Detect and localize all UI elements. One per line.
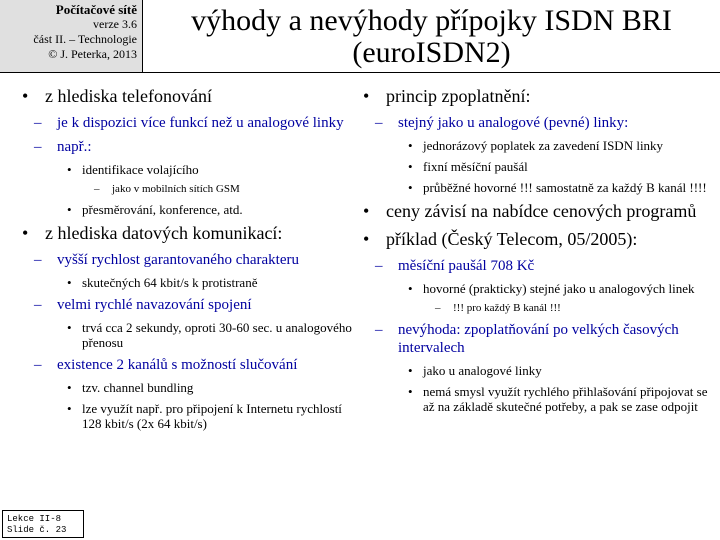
example-calls-b: – !!! pro každý B kanál !!!: [363, 302, 708, 315]
course-version: verze 3.6: [93, 17, 137, 31]
example-heading: • příklad (Český Telecom, 05/2005):: [363, 229, 708, 249]
caller-id-item: • identifikace volajícího: [22, 162, 352, 177]
data-heading: • z hlediska datových komunikací:: [22, 223, 352, 243]
right-column: [363, 86, 708, 420]
left-column: [22, 86, 352, 437]
prices-item: • ceny závisí na nabídce cenových programů: [363, 201, 708, 221]
course-copyright: © J. Peterka, 2013: [48, 47, 137, 61]
course-info-box: [0, 0, 143, 73]
example-calls: • hovorné (prakticky) stejné jako u analogových linek: [363, 281, 708, 296]
slide-title-line1: výhody a nevýhody přípojky ISDN BRI: [191, 4, 672, 37]
lesson-label: Lekce II-8: [7, 514, 62, 524]
fee-heading: • princip zpoplatnění:: [363, 86, 708, 106]
telephony-examples-label: – např.:: [22, 138, 352, 156]
telephony-functions: – je k dispozici více funkcí než u analogové linky: [22, 114, 352, 132]
data-setup-detail: • trvá cca 2 sekundy, oproti 30-60 sec. u analogového přenosu: [22, 320, 352, 350]
internet-use-item: • lze využít např. pro připojení k Internetu rychlostí 128 kbit/s (2x 64 kbit/s): [22, 401, 352, 431]
data-channels: – existence 2 kanálů s možností slučování: [22, 356, 352, 374]
caller-id-gsm-note: – jako v mobilních sítích GSM: [22, 183, 352, 196]
data-speed-detail: • skutečných 64 kbit/s k protistraně: [22, 275, 352, 290]
example-fee: – měsíční paušál 708 Kč: [363, 257, 708, 275]
slide-title-line2: (euroISDN2): [352, 36, 511, 69]
course-name: Počítačové sítě: [55, 2, 137, 17]
fee-same: – stejný jako u analogové (pevné) linky:: [363, 114, 708, 132]
data-setup: – velmi rychlé navazování spojení: [22, 296, 352, 314]
channel-bundling-item: • tzv. channel bundling: [22, 380, 352, 395]
data-speed: – vyšší rychlost garantovaného charakteru: [22, 251, 352, 269]
telephony-heading: • z hlediska telefonování: [22, 86, 352, 106]
forwarding-item: • přesměrování, konference, atd.: [22, 202, 352, 217]
fee-monthly: • fixní měsíční paušál: [363, 159, 708, 174]
slide-title: [143, 0, 720, 73]
example-nosense: • nemá smysl využít rychlého přihlašování připojovat se až na základě skutečné potřeby, a pak se zase odpojit: [363, 384, 708, 414]
fee-calls: • průběžné hovorné !!! samostatně za každý B kanál !!!!: [363, 180, 708, 195]
slide-number: Slide č. 23: [7, 525, 67, 535]
fee-onetime: • jednorázový poplatek za zavedení ISDN linky: [363, 138, 708, 153]
example-drawback: – nevýhoda: zpoplatňování po velkých časových intervalech: [363, 321, 708, 357]
example-analog: • jako u analogové linky: [363, 363, 708, 378]
lesson-slide-box: [2, 510, 84, 538]
course-part: část II. – Technologie: [33, 32, 137, 46]
